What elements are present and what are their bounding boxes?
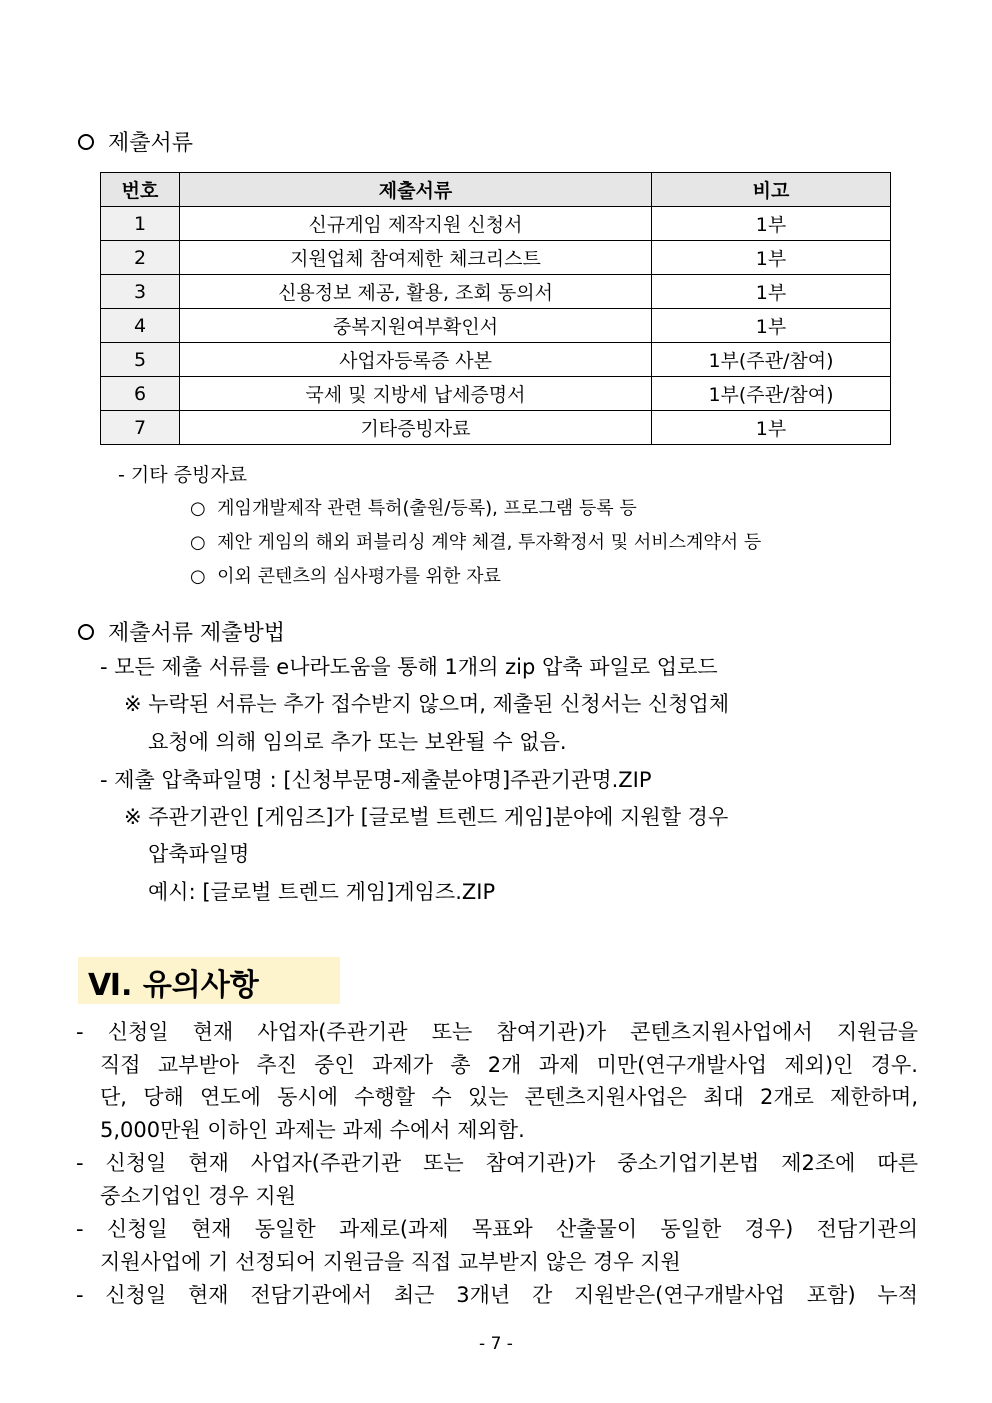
method-note: ※ 주관기관인 [게임즈]가 [글로벌 트렌드 게임]분야에 지원할 경우: [124, 805, 729, 829]
table-row: [101, 241, 891, 275]
row-document: 사업자등록증 사본: [180, 343, 652, 377]
page-number: - 7 -: [479, 1334, 513, 1354]
table-row: [101, 377, 891, 411]
circle-bullet-icon: [78, 134, 94, 150]
small-circle-bullet-icon: ○: [190, 532, 206, 553]
method-example: 예시: [글로벌 트렌드 게임]게임즈.ZIP: [148, 880, 496, 904]
caution-line: 단, 당해 연도에 동시에 수행할 수 있는 콘텐츠지원사업은 최대 2개로 제한하며,: [100, 1085, 918, 1109]
row-number: 5: [101, 343, 180, 377]
row-document: 기타증빙자료: [180, 411, 652, 445]
note-item: ○ 게임개발제작 관련 특허(출원/등록), 프로그램 등록 등: [190, 498, 637, 519]
table-row: [101, 411, 891, 445]
row-document: 신용정보 제공, 활용, 조회 동의서: [180, 275, 652, 309]
caution-paragraph: [76, 1213, 918, 1278]
row-number: 6: [101, 377, 180, 411]
method-line: - 제출 압축파일명 : [신청부문명-제출분야명]주관기관명.ZIP: [100, 768, 652, 792]
table-row: [101, 343, 891, 377]
table-row: [101, 275, 891, 309]
table-row: [101, 309, 891, 343]
row-document: 중복지원여부확인서: [180, 309, 652, 343]
caution-paragraph: [76, 1147, 918, 1212]
caution-line: 5,000만원 이하인 과제는 과제 수에서 제외함.: [100, 1117, 525, 1142]
table-row: [101, 207, 891, 241]
section-heading-submission-docs: 제출서류: [78, 126, 193, 157]
table-header-remarks: 비고: [652, 173, 891, 207]
table-header-number: 번호: [101, 173, 180, 207]
caution-line: 직접 교부받아 추진 중인 과제가 총 2개 과제 미만(연구개발사업 제외)인 경우.: [100, 1052, 918, 1077]
caution-line: - 신청일 현재 사업자(주관기관 또는 참여기관)가 중소기업기본법 제2조에 따른: [76, 1151, 918, 1175]
caution-line: 지원사업에 기 선정되어 지원금을 직접 교부받지 않은 경우 지원: [100, 1249, 681, 1274]
method-note: 요청에 의해 임의로 추가 또는 보완될 수 없음.: [148, 730, 567, 754]
row-remarks: 1부: [652, 411, 891, 445]
table-header-document: 제출서류: [180, 173, 652, 207]
submission-docs-table: [100, 172, 891, 445]
caution-line: - 신청일 현재 동일한 과제로(과제 목표와 산출물이 동일한 경우) 전담기관의: [76, 1217, 918, 1241]
row-remarks: 1부: [652, 207, 891, 241]
row-number: 4: [101, 309, 180, 343]
note-item: ○ 제안 게임의 해외 퍼블리싱 계약 체결, 투자확정서 및 서비스계약서 등: [190, 532, 762, 553]
caution-paragraph: [76, 1279, 918, 1312]
caution-line: 중소기업인 경우 지원: [100, 1183, 296, 1208]
caution-line: - 신청일 현재 사업자(주관기관 또는 참여기관)가 콘텐츠지원사업에서 지원금을: [76, 1020, 918, 1044]
caution-paragraph: [76, 1016, 918, 1146]
row-number: 1: [101, 207, 180, 241]
row-number: 3: [101, 275, 180, 309]
section-heading-submission-method: 제출서류 제출방법: [78, 616, 285, 647]
row-remarks: 1부(주관/참여): [652, 343, 891, 377]
section-title: Ⅵ. 유의사항: [88, 968, 259, 1003]
note-title: - 기타 증빙자료: [118, 464, 248, 486]
table-header-row: [101, 173, 891, 207]
caution-line: - 신청일 현재 전담기관에서 최근 3개년 간 지원받은(연구개발사업 포함) 누적: [76, 1283, 918, 1307]
row-number: 2: [101, 241, 180, 275]
row-number: 7: [101, 411, 180, 445]
method-line: - 모든 제출 서류를 e나라도움을 통해 1개의 zip 압축 파일로 업로드: [100, 655, 718, 679]
method-note: ※ 누락된 서류는 추가 접수받지 않으며, 제출된 신청서는 신청업체: [124, 692, 730, 716]
small-circle-bullet-icon: ○: [190, 566, 206, 587]
method-note: 압축파일명: [148, 842, 250, 866]
note-item: ○ 이외 콘텐츠의 심사평가를 위한 자료: [190, 566, 501, 587]
small-circle-bullet-icon: ○: [190, 498, 206, 519]
row-remarks: 1부: [652, 309, 891, 343]
row-document: 국세 및 지방세 납세증명서: [180, 377, 652, 411]
row-document: 지원업체 참여제한 체크리스트: [180, 241, 652, 275]
row-remarks: 1부: [652, 241, 891, 275]
row-remarks: 1부: [652, 275, 891, 309]
row-remarks: 1부(주관/참여): [652, 377, 891, 411]
row-document: 신규게임 제작지원 신청서: [180, 207, 652, 241]
circle-bullet-icon: [78, 624, 94, 640]
